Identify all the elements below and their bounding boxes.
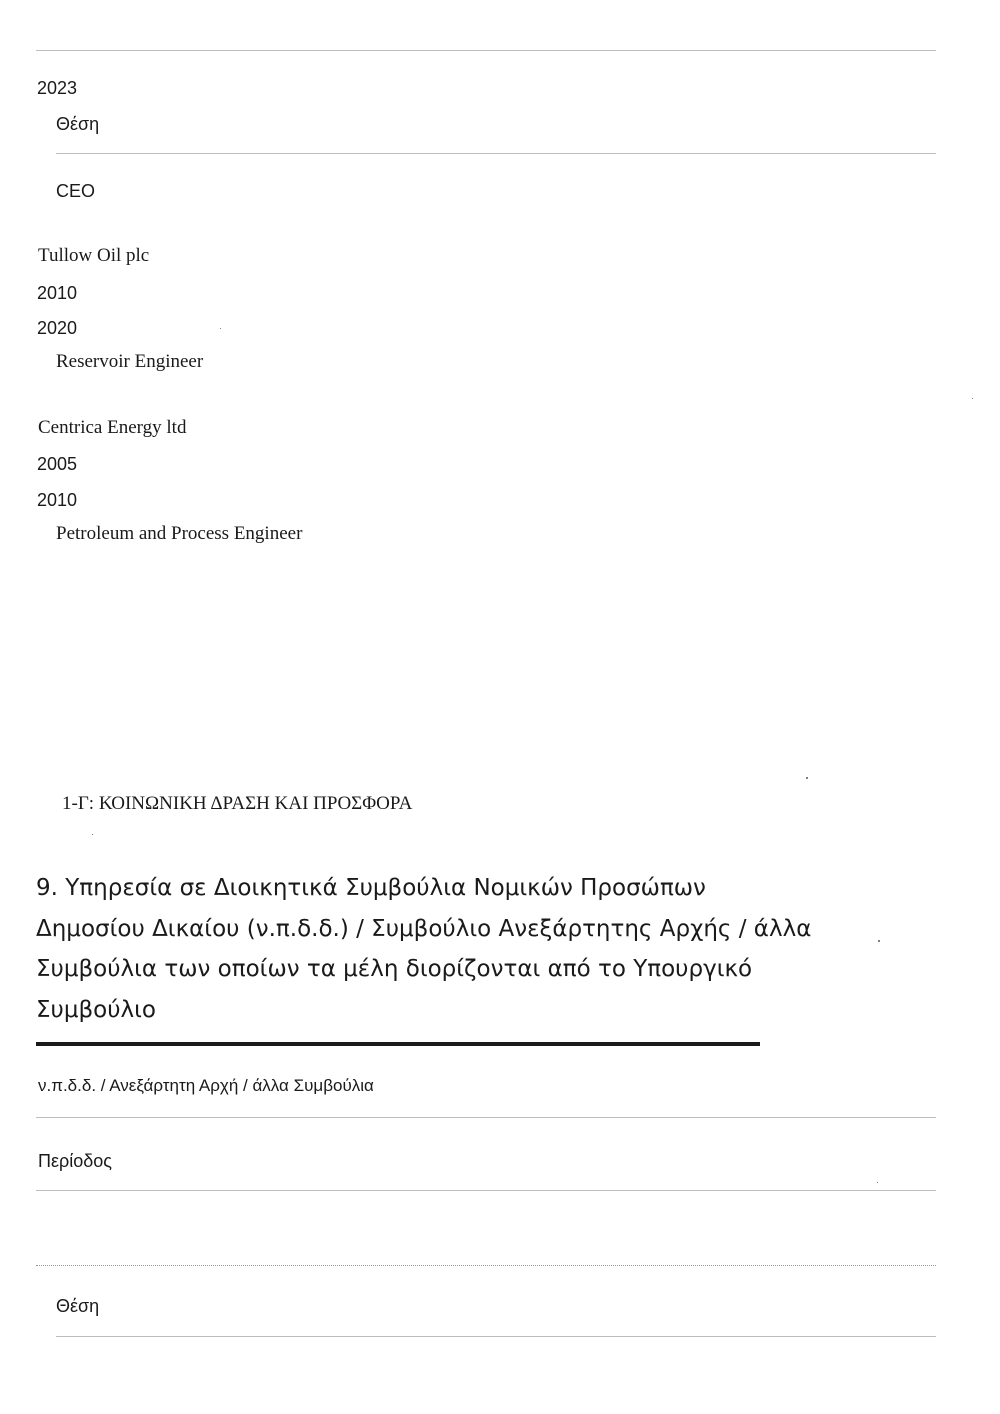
- question-heading-line: Συμβούλιο: [36, 996, 156, 1023]
- divider-position-top: [36, 1265, 936, 1266]
- employment-to-year: 2010: [37, 490, 78, 510]
- employer-name: Centrica Energy ltd: [38, 417, 187, 438]
- scan-speck: [877, 1182, 878, 1183]
- previous-entry-year: 2023: [37, 78, 78, 98]
- section-title: 1-Γ: ΚΟΙΝΩΝΙΚΗ ΔΡΑΣΗ ΚΑΙ ΠΡΟΣΦΟΡΑ: [62, 793, 413, 814]
- scan-speck: [878, 940, 880, 942]
- divider-period: [36, 1190, 936, 1191]
- divider-top: [36, 50, 936, 51]
- heading-underline: [36, 1042, 760, 1046]
- scan-speck: [972, 398, 973, 399]
- position-label: Θέση: [56, 1296, 100, 1316]
- employment-from-year: 2005: [37, 454, 78, 474]
- employment-position: Reservoir Engineer: [56, 351, 204, 372]
- previous-entry-position-value: CEO: [56, 181, 96, 201]
- scan-speck: [806, 777, 808, 779]
- divider-board: [36, 1117, 936, 1118]
- question-heading-line: Δημοσίου Δικαίου (ν.π.δ.δ.) / Συμβούλιο Ανεξάρτητης Αρχής / άλλα: [36, 915, 812, 942]
- period-label: Περίοδος: [38, 1151, 112, 1171]
- question-heading-line: 9. Υπηρεσία σε Διοικητικά Συμβούλια Νομικών Προσώπων: [36, 875, 706, 901]
- question-heading-line: Συμβούλια των οποίων τα μέλη διορίζονται από το Υπουργικό: [36, 956, 753, 982]
- employer-name: Tullow Oil plc: [38, 245, 150, 266]
- employment-from-year: 2010: [37, 283, 78, 303]
- scan-speck: [220, 328, 221, 329]
- board-label: ν.π.δ.δ. / Ανεξάρτητη Αρχή / άλλα Συμβούλια: [38, 1076, 374, 1095]
- scan-speck: [92, 834, 93, 835]
- question-heading: [36, 868, 812, 1030]
- previous-entry-position-label: Θέση: [56, 114, 100, 134]
- employment-position: Petroleum and Process Engineer: [56, 523, 303, 544]
- divider-position: [56, 153, 936, 154]
- divider-position-bottom: [56, 1336, 936, 1337]
- employment-to-year: 2020: [37, 318, 78, 338]
